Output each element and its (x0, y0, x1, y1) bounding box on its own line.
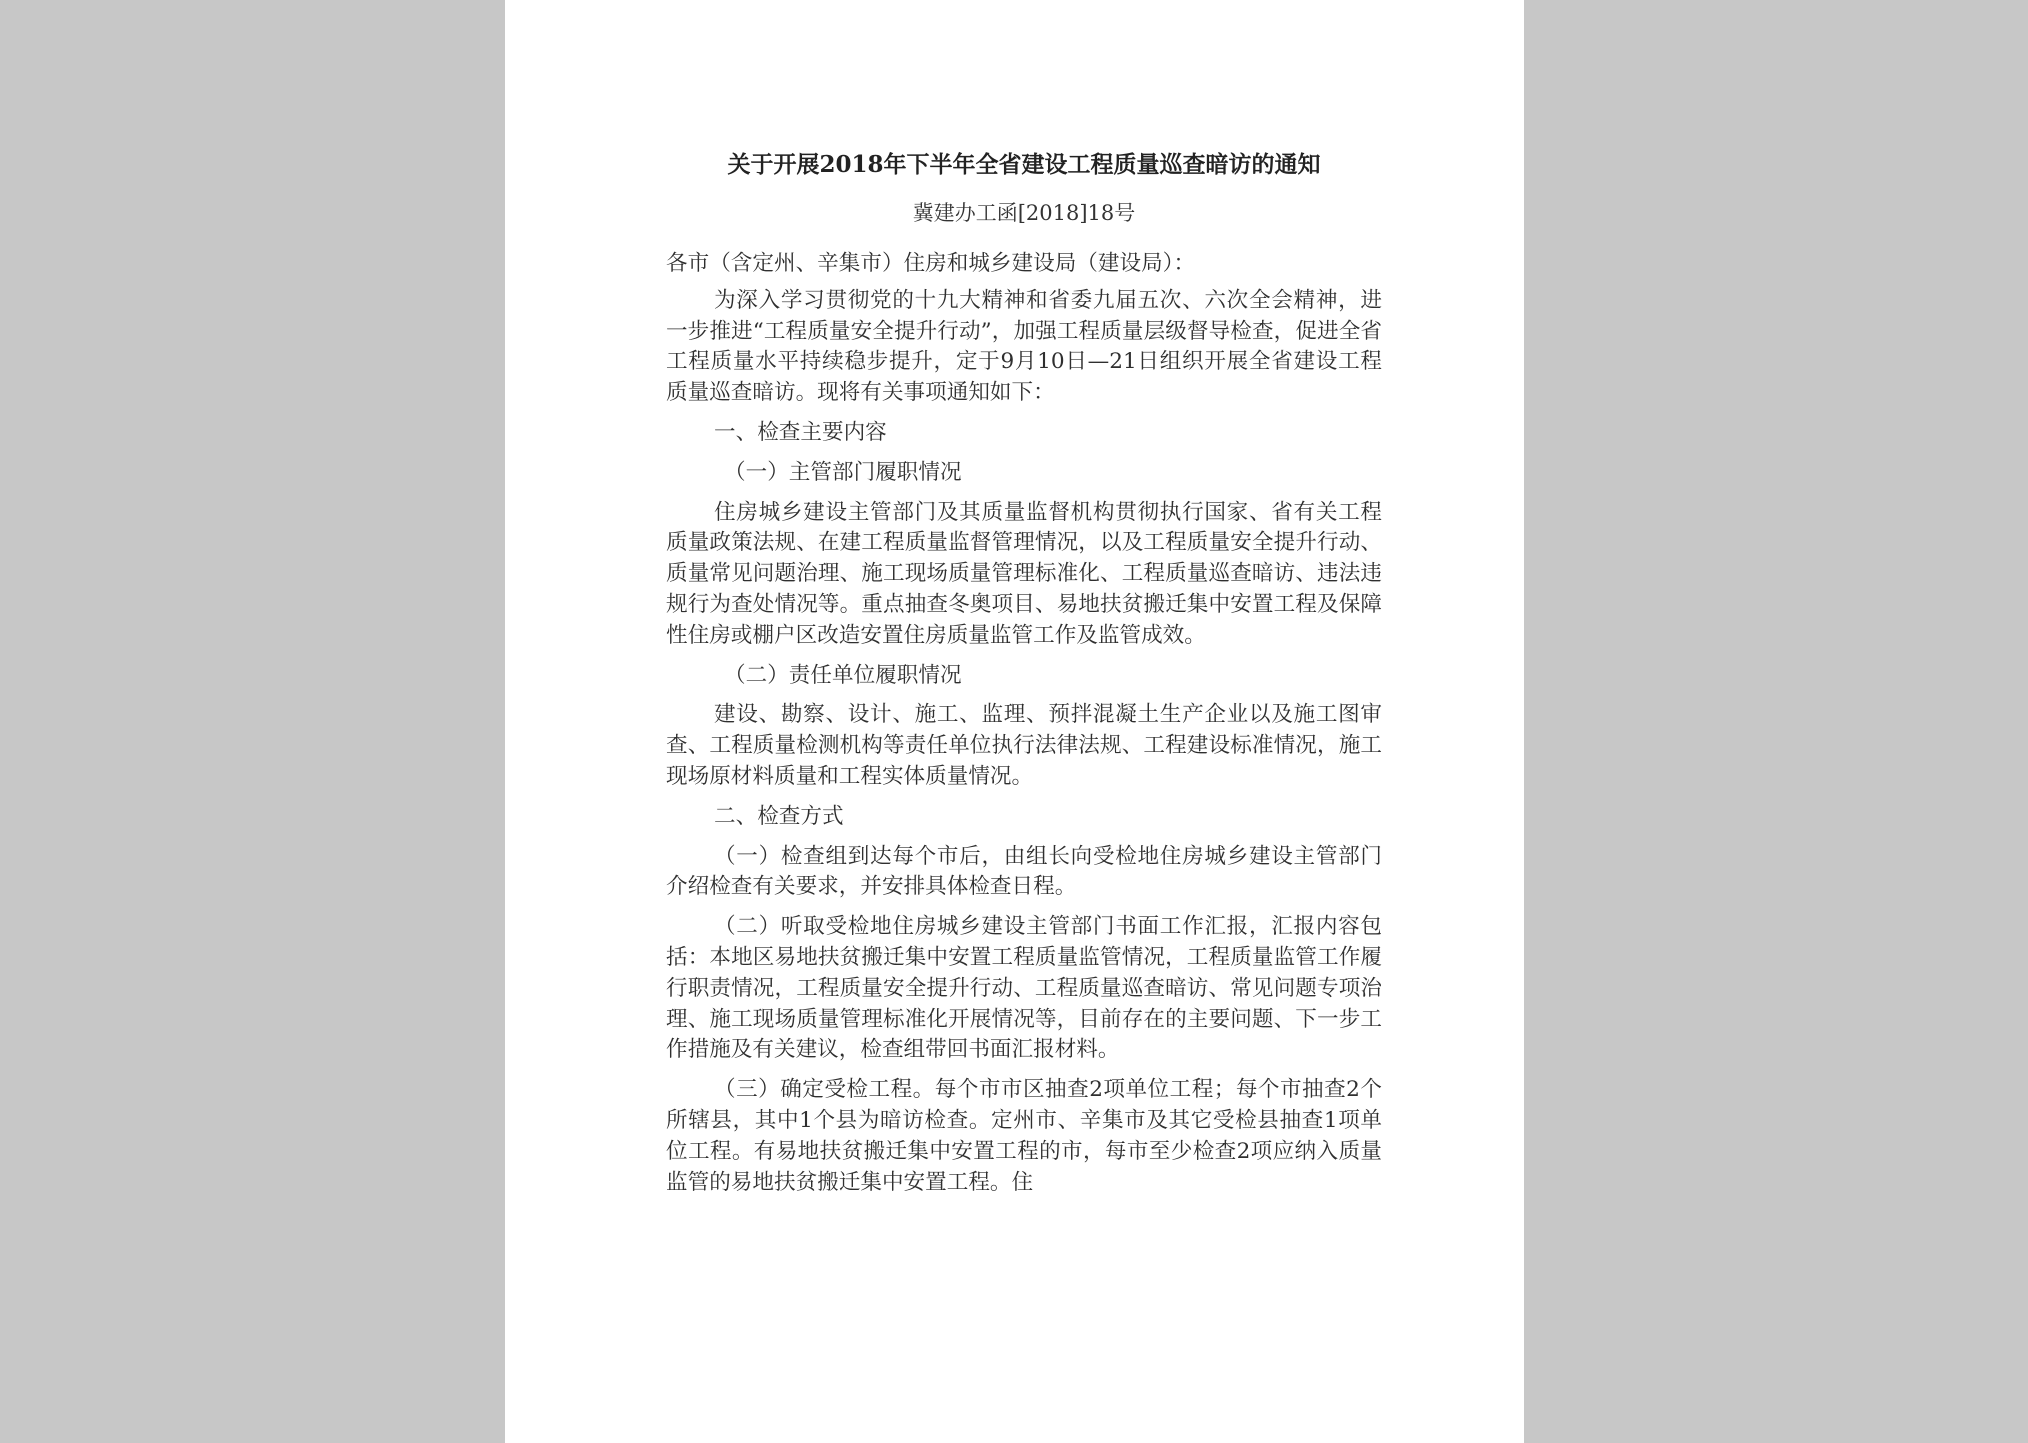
section1-sub1-paragraph: 住房城乡建设主管部门及其质量监督机构贯彻执行国家、省有关工程质量政策法规、在建工程质量监督管理情况，以及工程质量安全提升行动、质量常见问题治理、施工现场质量管理标准化、工程质量巡查暗访、违法违规行为查处情况等。重点抽查冬奥项目、易地扶贫搬迁集中安置工程及保障性住房或棚户区改造安置住房质量监管工作及监管成效。 (666, 499, 1382, 648)
salutation: 各市（含定州、辛集市）住房和城乡建设局（建设局）： (666, 251, 1196, 276)
section1-sub2-paragraph: 建设、勘察、设计、施工、监理、预拌混凝土生产企业以及施工图审查、工程质量检测机构等责任单位执行法律法规、工程建设标准情况，施工现场原材料质量和工程实体质量情况。 (666, 702, 1382, 789)
section2-item2-paragraph: （二）听取受检地住房城乡建设主管部门书面工作汇报，汇报内容包括：本地区易地扶贫搬迁集中安置工程质量监管情况，工程质量监管工作履行职责情况，工程质量安全提升行动、工程质量巡查暗访、常见问题专项治理、施工现场质量管理标准化开展情况等，目前存在的主要问题、下一步工作措施及有关建议，检查组带回书面汇报材料。 (666, 914, 1382, 1063)
section1-heading: 一、检查主要内容 (714, 419, 887, 445)
document-number: 冀建办工函[2018]18号 (912, 201, 1136, 225)
section1-sub2-heading: （二）责任单位履职情况 (724, 662, 962, 688)
document-page (505, 0, 1524, 1443)
section2-item3-paragraph: （三）确定受检工程。每个市市区抽查2项单位工程；每个市抽查2个所辖县，其中1个县为暗访检查。定州市、辛集市及其它受检县抽查1项单位工程。有易地扶贫搬迁集中安置工程的市，每市至少检查2项应纳入质量监管的易地扶贫搬迁集中安置工程。住 (666, 1077, 1382, 1195)
section1-sub1-heading: （一）主管部门履职情况 (724, 459, 962, 485)
document-title: 关于开展2018年下半年全省建设工程质量巡查暗访的通知 (727, 151, 1321, 178)
section2-item1-paragraph: （一）检查组到达每个市后，由组长向受检地住房城乡建设主管部门介绍检查有关要求，并安排具体检查日程。 (666, 843, 1382, 900)
section2-heading: 二、检查方式 (714, 803, 844, 829)
intro-paragraph: 为深入学习贯彻党的十九大精神和省委九届五次、六次全会精神，进一步推进“工程质量安全提升行动”，加强工程质量层级督导检查，促进全省工程质量水平持续稳步提升，定于9月10日—21日组织开展全省建设工程质量巡查暗访。现将有关事项通知如下： (666, 287, 1382, 406)
page-content (666, 146, 1382, 1207)
